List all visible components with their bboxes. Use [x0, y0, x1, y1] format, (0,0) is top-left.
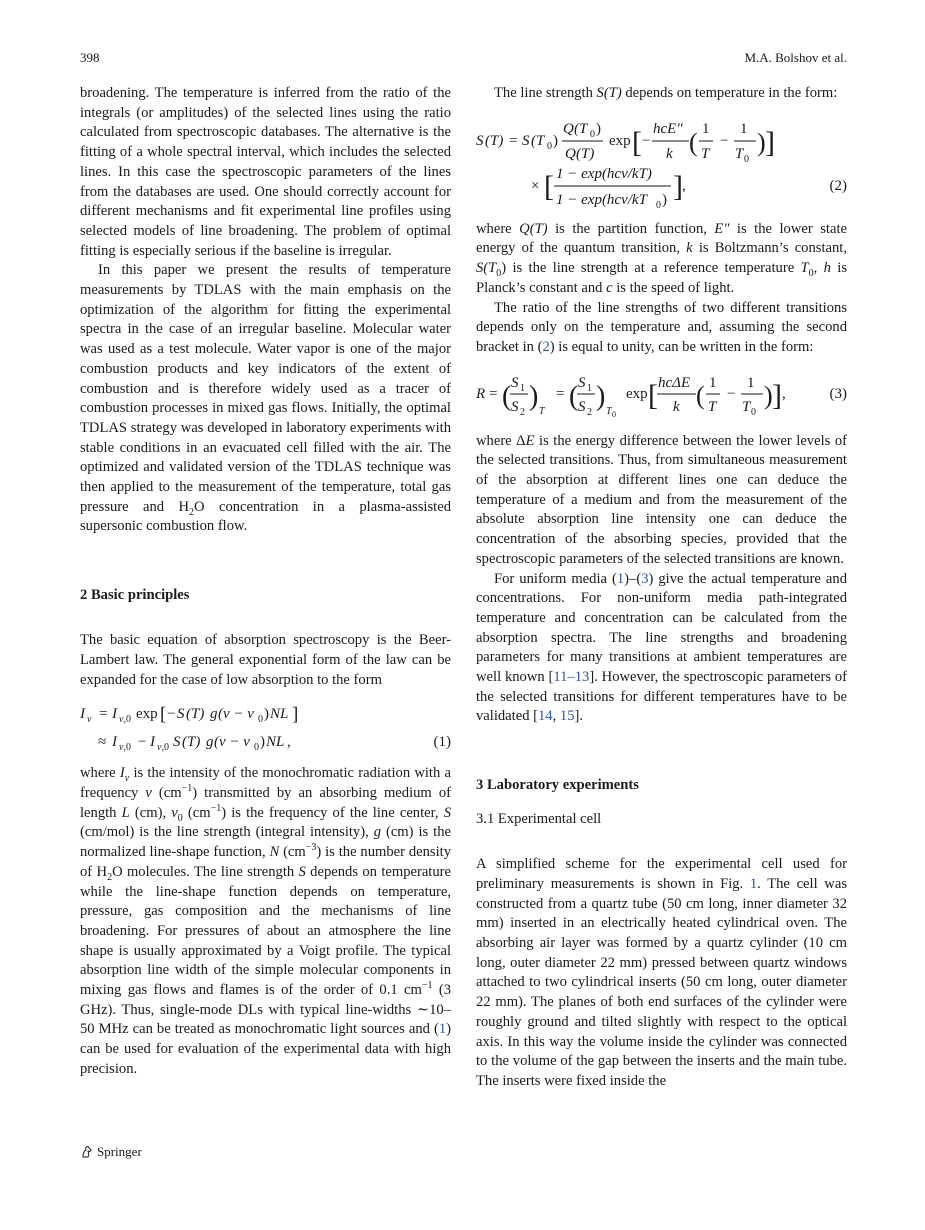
svg-text:(: ( [696, 380, 705, 410]
page-number: 398 [80, 50, 100, 65]
svg-text:I: I [150, 734, 155, 751]
paragraph-this-paper: In this paper we present the results of temperature measurements by TDLAS with the main emphasis on the optimization of the algorithm for fitting the experimental spectra in the case of an irregular baseline. Molecular water was used as a test molecule. Water vapor is one of the major combustion products and key indicators of the extent of combustion and is therefore widely used as a tracer of combustion processes in mixed gas flows. Initially, the optimal TDLAS strategy was developed in laboratory experiments with stable conditions in an evacuated cell filled with the air. The optimized and validated version of the TDLAS technique was then applied to the measurement of the temperature, total gas pressure and $H_2O$ concentration in a plasma-assisted supersonic combustion flow. [80, 262, 451, 535]
svg-text:−: − [720, 132, 729, 149]
equation-3-svg [476, 370, 847, 422]
svg-text:1: 1 [740, 120, 748, 137]
svg-text:[: [ [632, 125, 642, 159]
svg-text:R: R [476, 385, 486, 402]
equation-1-number: (1) [433, 734, 451, 751]
svg-text:exp: exp [136, 706, 158, 723]
svg-text:S: S [511, 374, 519, 391]
svg-text:(T): (T) [576, 145, 595, 162]
svg-text:1: 1 [587, 382, 592, 394]
svg-text:−: − [167, 706, 176, 723]
svg-text:0: 0 [751, 406, 756, 418]
svg-text:NL: NL [270, 706, 289, 723]
equation-3 [476, 370, 847, 422]
svg-text:≈: ≈ [98, 734, 107, 751]
svg-text:T: T [735, 145, 744, 162]
svg-text:): ) [757, 127, 766, 157]
svg-text:): ) [764, 380, 773, 410]
svg-text:k: k [666, 145, 673, 162]
svg-text:hcΔE: hcΔE [658, 374, 691, 391]
svg-text:,: , [782, 385, 786, 402]
svg-text:]: ] [673, 169, 683, 203]
svg-text:=: = [489, 385, 498, 402]
paragraph-line-strength: The line strength S(T) depends on temperature in the form: [494, 85, 838, 101]
svg-text:T: T [742, 398, 751, 415]
svg-text:ν,0: ν,0 [157, 742, 169, 754]
svg-text:×: × [531, 177, 540, 194]
ref-11-13[interactable]: 11–13 [553, 669, 590, 686]
left-column [80, 84, 451, 1080]
svg-text:S: S [177, 706, 185, 723]
svg-text:=: = [556, 385, 565, 402]
svg-text:1: 1 [520, 382, 525, 394]
ref-14[interactable]: 14 [538, 708, 553, 725]
svg-text:): ) [553, 132, 558, 149]
svg-text:(: ( [569, 380, 579, 412]
paragraph-where-intensity: where $I_\nu$ is the intensity of the monochromatic radiation with a frequency ν $(cm^{-1})$ transmitted by an absorbing medium of length L (cm), $\nu_0$ $(cm^{-1})$ is the frequency of the line center, S (cm/mol) is the line strength (integral intensity), g (cm) is the normalized line-shape function, N $(cm^{-3})$ is the number density of $H_2O$ molecules. The line strength S depends on temperature while the line-shape function depends on temperature, pressure, gas composition and the mechanisms of line broadening. For pressures of about an atmosphere the line shape is usually approximated by a Voigt profile. The typical absorption line width of the simple molecular components in mixing gas flows and flames is of the order of 0.1 $cm^{-1}$ (3 GHz). Thus, single-mode DLs with typical line-widths ∼10–50 MHz can be treated as monochromatic light sources and (1) can be used for evaluation of the experimental data with high precision. [80, 765, 451, 1077]
svg-text:): ) [662, 191, 667, 208]
svg-text:I: I [112, 706, 117, 723]
svg-text:S: S [578, 398, 586, 415]
svg-text:1: 1 [747, 374, 755, 391]
paragraph-uniform-media: For uniform media (1)–(3) give the actual temperature and concentrations. For non-uniform media path-integrated temperature and concentration can be calculated from the absorption spectra. The line strengths and broadening parameters for many transitions at ambient temperatures are well known [11–13]. However, the spectroscopic parameters of the selected transitions for different temperatures have to be validated [14, 15]. [476, 570, 847, 725]
svg-text:k: k [673, 398, 680, 415]
svg-text:0: 0 [656, 199, 661, 211]
svg-text:(ν − ν: (ν − ν [218, 706, 254, 723]
svg-text:S: S [476, 132, 484, 149]
svg-text:): ) [596, 380, 606, 412]
paragraph-beer-lambert: The basic equation of absorption spectroscopy is the Beer-Lambert law. The general exponential form of the law can be expanded for the case of low absorption to the form [80, 632, 451, 688]
svg-text:[: [ [544, 169, 554, 203]
paragraph-energy-difference: where ΔE is the energy difference between the lower levels of the selected transitions. Thus, from simultaneous measurement of the absorption at different lines one can deduce the temperature of a medium and from the measurement of the absolute absorption line intensity one can deduce the concentration of the absorbing species, provided that the spectroscopic parameters of the selected transitions are known. [476, 432, 848, 567]
svg-text:=: = [509, 132, 518, 149]
paragraph-partition-function: where Q(T) is the partition function, E″ is the lower state energy of the quantum transition, k is Boltzmann’s constant, $S(T_0)$ is the line strength at a reference temperature $T_0$, h is Planck’s constant and c is the speed of light. [476, 220, 847, 296]
svg-text:(: ( [689, 127, 698, 157]
svg-text:): ) [260, 734, 265, 751]
svg-text:(T): (T) [182, 734, 201, 751]
svg-text:S: S [173, 734, 181, 751]
svg-text:[: [ [160, 704, 167, 726]
svg-text:S: S [511, 398, 519, 415]
paragraph-experimental-cell: A simplified scheme for the experimental cell used for preliminary measurements is shown in Fig. 1. The cell was constructed from a quartz tube (50 cm long, inner diameter 32 mm) inserted in an electrically heated cylindrical oven. The absorbing air layer was formed by a quartz cylinder (10 cm long, outer diameter 22 mm) pressed between quartz windows attached to two cylindrical inserts (50 cm long, outer diameter 22 mm). The planes of both end surfaces of the cylinder were roughly ground and tilted slightly with respect to the optical axis. In this way the volume inside the cylinder was connected to the volume of the gap between the inserts and the main tube. The inserts were fixed inside the [476, 856, 848, 1089]
svg-text:(: ( [502, 380, 512, 412]
svg-text:T: T [701, 145, 710, 162]
svg-text:(T): (T) [485, 132, 504, 149]
springer-horse-icon [80, 1145, 94, 1159]
svg-text:(T: (T [531, 132, 545, 149]
svg-text:(T): (T) [186, 706, 205, 723]
svg-text:): ) [264, 706, 269, 723]
svg-text:T: T [539, 405, 545, 417]
svg-text:1: 1 [709, 374, 717, 391]
svg-text:Q: Q [563, 120, 574, 137]
svg-text:I: I [112, 734, 117, 751]
svg-text:]: ] [772, 378, 782, 412]
section-3-title: 3 Laboratory experiments [476, 777, 639, 794]
svg-text:T: T [606, 405, 612, 417]
ref-fig-1[interactable]: 1 [749, 875, 758, 892]
svg-text:0: 0 [590, 128, 595, 140]
svg-text:0: 0 [258, 714, 263, 726]
svg-text:0: 0 [254, 742, 259, 754]
svg-text:S: S [578, 374, 586, 391]
svg-text:exp: exp [609, 132, 631, 149]
svg-text:T: T [708, 398, 717, 415]
svg-text:0: 0 [744, 153, 749, 165]
svg-text:−: − [727, 385, 736, 402]
svg-text:ν,0: ν,0 [119, 742, 131, 754]
svg-text:,: , [682, 177, 686, 194]
equation-2 [476, 116, 847, 210]
svg-text:S: S [522, 132, 530, 149]
svg-text:): ) [529, 380, 539, 412]
section-2-title: 2 Basic principles [80, 587, 190, 604]
running-authors: M.A. Bolshov et al. [744, 50, 847, 65]
svg-text:1: 1 [702, 120, 710, 137]
ref-eq-2[interactable]: 2 [542, 338, 550, 355]
svg-text:]: ] [292, 704, 299, 726]
svg-text:ν,0: ν,0 [119, 714, 131, 726]
svg-text:I: I [80, 706, 85, 723]
svg-text:1 − exp(hcν/kT): 1 − exp(hcν/kT) [556, 165, 652, 182]
equation-3-number: (3) [829, 385, 847, 402]
ref-eq-1[interactable]: 1 [438, 1021, 447, 1038]
ref-eq-3[interactable]: 3 [641, 570, 649, 587]
footer [80, 1144, 142, 1160]
equation-1-svg [80, 702, 451, 754]
svg-text:(T: (T [574, 120, 588, 137]
svg-text:(ν − ν: (ν − ν [214, 734, 250, 751]
svg-text:0: 0 [612, 409, 616, 419]
svg-text:[: [ [648, 378, 658, 412]
svg-text:=: = [99, 706, 108, 723]
equation-1 [80, 702, 451, 754]
svg-text:]: ] [765, 125, 775, 159]
running-header [80, 50, 847, 68]
ref-15[interactable]: 15 [559, 708, 575, 725]
ref-eq-1b[interactable]: 1 [616, 570, 625, 587]
svg-text:−: − [642, 132, 651, 149]
equation-2-svg [476, 116, 847, 210]
svg-text:ν: ν [87, 714, 92, 726]
svg-text:NL: NL [266, 734, 285, 751]
subsection-3-1-title: 3.1 Experimental cell [476, 811, 602, 828]
equation-2-number: (2) [829, 177, 847, 194]
svg-text:g: g [210, 706, 218, 723]
svg-text:1 − exp(hcν/kT: 1 − exp(hcν/kT [556, 191, 647, 208]
svg-text:0: 0 [547, 140, 552, 152]
svg-text:): ) [596, 120, 601, 137]
svg-text:,: , [287, 734, 291, 751]
paragraph-broadening: broadening. The temperature is inferred from the ratio of the integrals (or amplitudes) of the selected lines using the ratio calculated from spectroscopic databases. The alternative is the fitting of a whole spectral interval, which includes the selected lines. In this case the spectroscopic parameters of the lines from the databases are used. One should correctly account for different mechanisms and fit experimental line profiles using selected models of line broadening. The problem of optimal fitting is especially serious if the baseline is irregular. [80, 85, 451, 259]
svg-text:hcE″: hcE″ [653, 120, 683, 137]
publisher-name: Springer [97, 1144, 142, 1159]
svg-text:Q: Q [565, 145, 576, 162]
svg-text:g: g [206, 734, 214, 751]
svg-text:2: 2 [587, 406, 592, 418]
svg-text:exp: exp [626, 385, 648, 402]
right-column [476, 84, 847, 1092]
svg-text:−: − [138, 734, 147, 751]
paragraph-ratio: The ratio of the line strengths of two different transitions depends only on the temperature and, assuming the second bracket in (2) is equal to unity, can be written in the form: [476, 299, 847, 355]
svg-text:2: 2 [520, 406, 525, 418]
